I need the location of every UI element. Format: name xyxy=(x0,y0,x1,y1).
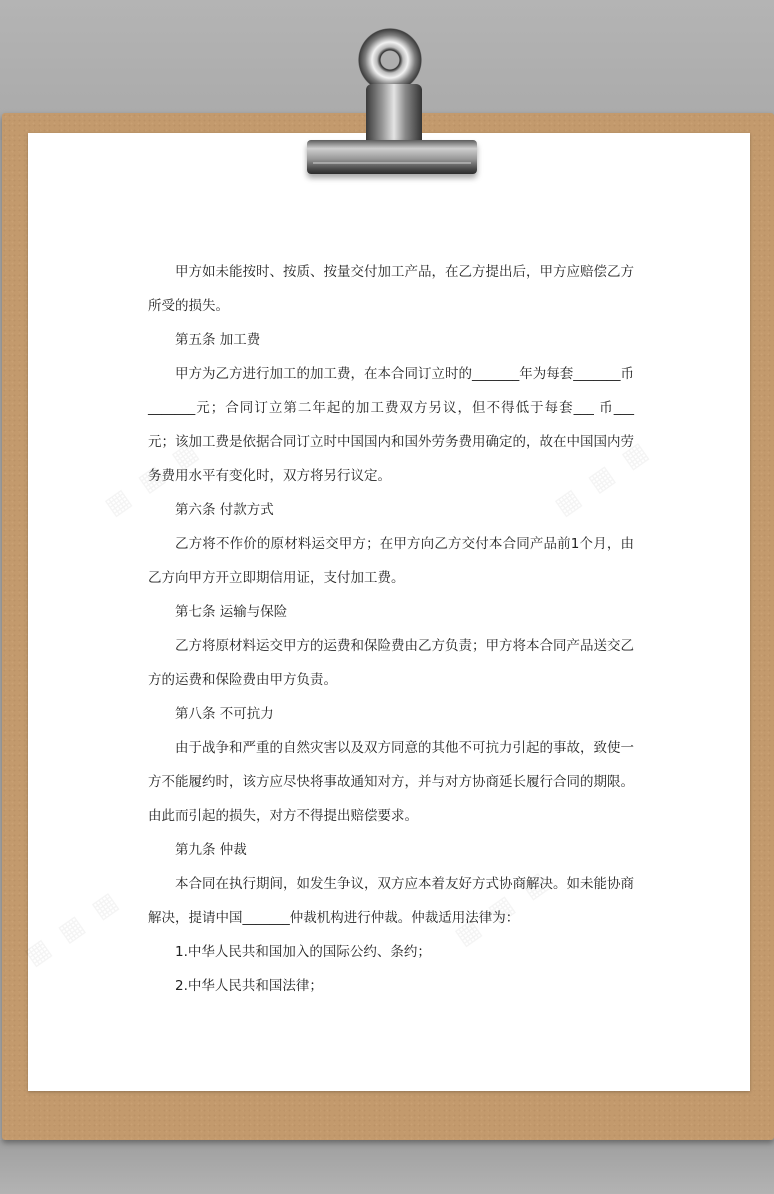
paragraph-body: 由于战争和严重的自然灾害以及双方同意的其他不可抗力引起的事故，致使一方不能履约时，该方应尽快将事故通知对方，并与对方协商延长履行合同的期限。由此而引起的损失，对方不得提出赔偿要求。 xyxy=(148,740,634,824)
paragraph-body: 本合同在执行期间，如发生争议，双方应本着友好方式协商解决。如未能协商解决，提请中国_______仲裁机构进行仲裁。仲裁适用法律为： xyxy=(148,876,634,926)
paragraph-body: 甲方为乙方进行加工的加工费，在本合同订立时的_______年为每套_______币_______元；合同订立第二年起的加工费双方另议，但不得低于每套___ 币___ 元；该加工费是依据合同订立时中国国内和国外劳务费用确定的，故在中国国内劳务费用水平有变化时，双方将另行议定。 xyxy=(148,366,634,484)
list-item: 2.中华人民共和国法律； xyxy=(175,978,323,994)
paragraph-body: 乙方将不作价的原材料运交甲方；在甲方向乙方交付本合同产品前1个月，由乙方向甲方开立即期信用证，支付加工费。 xyxy=(148,536,634,586)
document-body xyxy=(148,255,634,1003)
clip-hook xyxy=(366,84,422,142)
clip-base xyxy=(307,140,477,174)
section-heading: 第七条 运输与保险 xyxy=(175,604,288,620)
list-item: 1.中华人民共和国加入的国际公约、条约； xyxy=(175,944,431,960)
watermark-mark xyxy=(19,884,127,972)
paragraph-body: 甲方如未能按时、按质、按量交付加工产品，在乙方提出后，甲方应赔偿乙方所受的损失。 xyxy=(148,264,634,314)
clipboard-clip-icon xyxy=(358,28,422,92)
section-heading: 第九条 仲裁 xyxy=(175,842,247,858)
background-bottom xyxy=(0,1140,774,1194)
section-heading: 第八条 不可抗力 xyxy=(175,706,274,722)
section-heading: 第六条 付款方式 xyxy=(175,502,274,518)
section-heading: 第五条 加工费 xyxy=(175,332,261,348)
paragraph-body: 乙方将原材料运交甲方的运费和保险费由乙方负责；甲方将本合同产品送交乙方的运费和保险费由甲方负责。 xyxy=(148,638,634,688)
